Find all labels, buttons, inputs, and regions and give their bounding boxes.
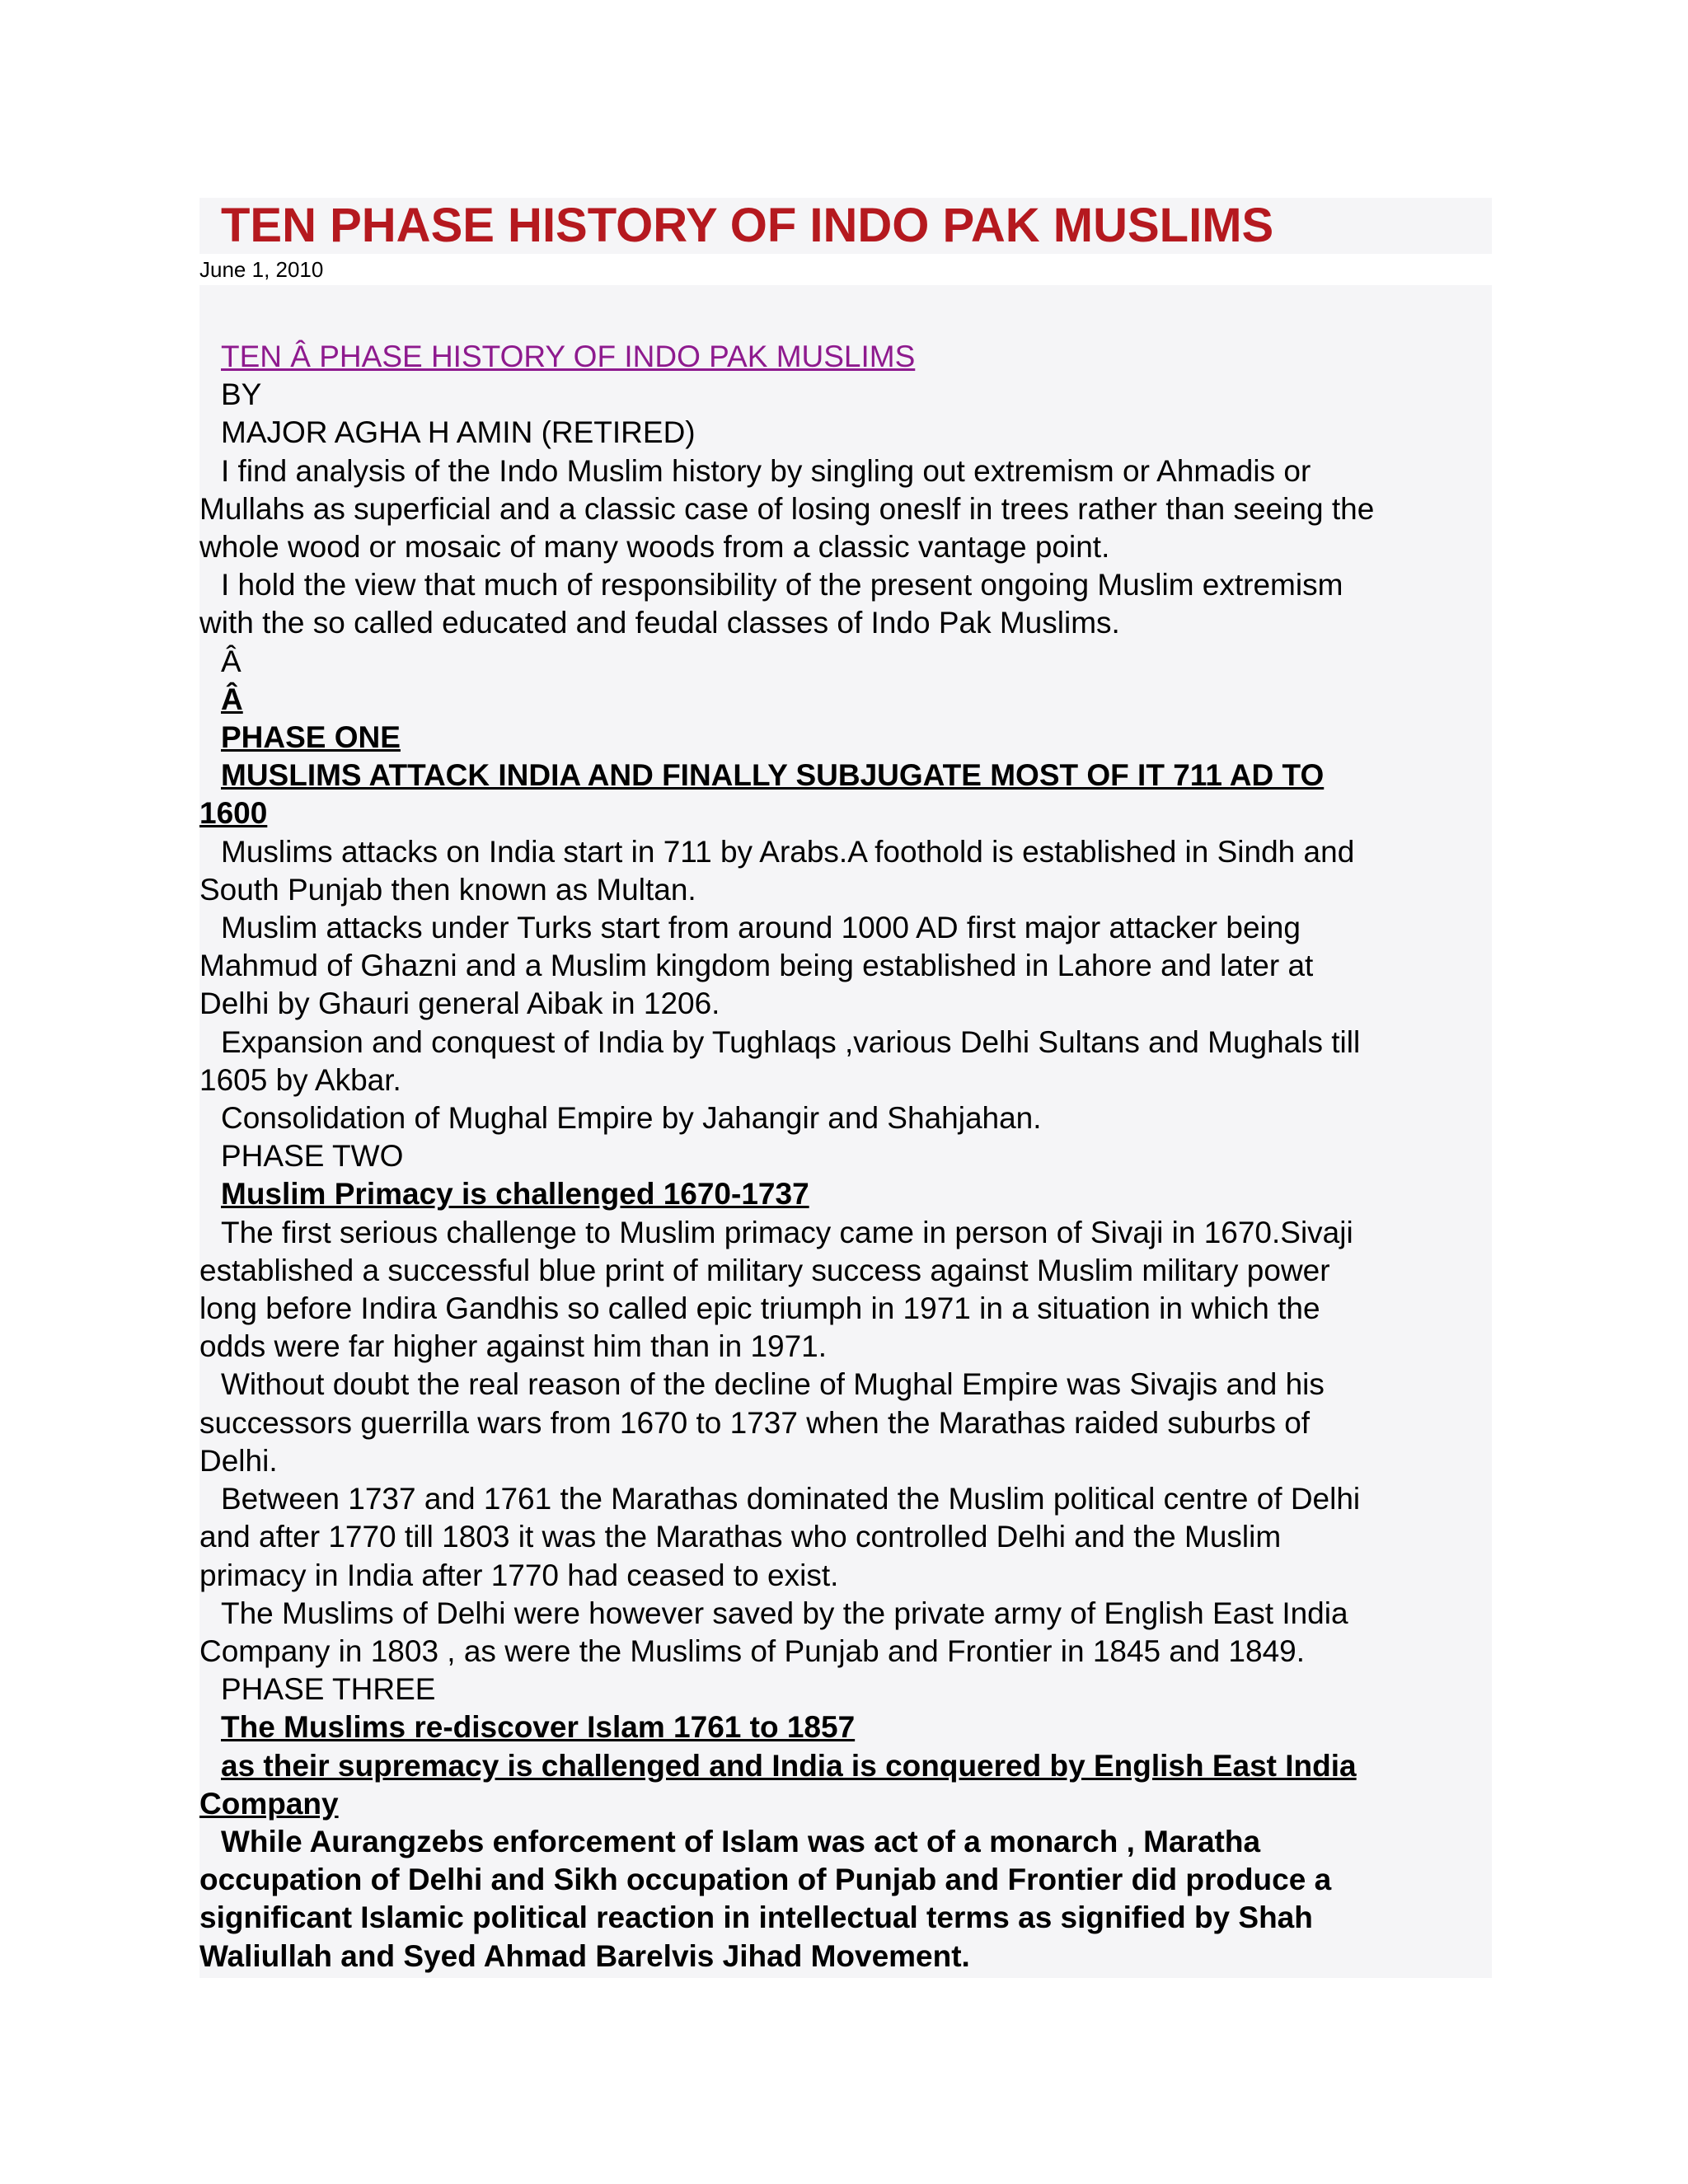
phase-two-p4-line: Company in 1803 , as were the Muslims of Punjab and Frontier in 1845 and 1849. [199, 1633, 1306, 1668]
phase-two-p1-line: odds were far higher against him than in 1971. [199, 1329, 828, 1364]
phase-one-label: PHASE ONE [221, 720, 401, 755]
phase-two-p1-line: long before Indira Gandhis so called epic triumph in 1971 in a situation in which the [199, 1291, 1320, 1326]
phase-three-subheading: as their supremacy is challenged and India is conquered by English East India [221, 1748, 1357, 1783]
phase-one-p2-line: Muslim attacks under Turks start from around 1000 AD first major attacker being [221, 911, 1301, 945]
phase-one-p2-line: Delhi by Ghauri general Aibak in 1206. [199, 987, 720, 1021]
phase-two-label: PHASE TWO [221, 1139, 404, 1174]
phase-one-p3-line: Expansion and conquest of India by Tughlaqs ,various Delhi Sultans and Mughals till [221, 1024, 1361, 1059]
publish-date: June 1, 2010 [199, 257, 324, 282]
phase-one-p1-line: Muslims attacks on India start in 711 by Arabs.A foothold is established in Sindh and [221, 834, 1355, 869]
phase-two-p3-line: and after 1770 till 1803 it was the Marathas who controlled Delhi and the Muslim [199, 1520, 1282, 1554]
spacer-glyph: Â [221, 644, 241, 678]
intro-p2-line: I hold the view that much of responsibility of the present ongoing Muslim extremism [221, 568, 1343, 602]
phase-one-p3-line: 1605 by Akbar. [199, 1062, 401, 1097]
intro-p2-line: with the so called educated and feudal classes of Indo Pak Muslims. [199, 606, 1120, 640]
article-title-link[interactable]: TEN Â PHASE HISTORY OF INDO PAK MUSLIMS [221, 340, 916, 373]
phase-two-p1-line: established a successful blue print of military success against Muslim military power [199, 1253, 1330, 1287]
phase-two-p2-line: Without doubt the real reason of the decline of Mughal Empire was Sivajis and his [221, 1367, 1325, 1402]
phase-three-p1-line: significant Islamic political reaction in intellectual terms as signified by Shah [199, 1900, 1313, 1935]
phase-two-p4-line: The Muslims of Delhi were however saved by the private army of English East India [221, 1596, 1348, 1630]
author-name: MAJOR AGHA H AMIN (RETIRED) [221, 415, 696, 450]
phase-one-p2-line: Mahmud of Ghazni and a Muslim kingdom being established in Lahore and later at [199, 949, 1314, 983]
phase-one-p1-line: South Punjab then known as Multan. [199, 872, 696, 907]
spacer-glyph-bold: Â [221, 682, 243, 716]
phase-three-p1-line: Waliullah and Syed Ahmad Barelvis Jihad Movement. [199, 1938, 970, 1973]
phase-one-p4-line: Consolidation of Mughal Empire by Jahangir and Shahjahan. [221, 1101, 1042, 1136]
phase-two-p1-line: The first serious challenge to Muslim primacy came in person of Sivaji in 1670.Sivaji [221, 1215, 1353, 1249]
phase-three-p1-line: occupation of Delhi and Sikh occupation of Punjab and Frontier did produce a [199, 1863, 1332, 1897]
phase-two-p3-line: primacy in India after 1770 had ceased to exist. [199, 1558, 839, 1592]
phase-one-heading: MUSLIMS ATTACK INDIA AND FINALLY SUBJUGATE MOST OF IT 711 AD TO [221, 758, 1325, 793]
phase-three-heading: The Muslims re-discover Islam 1761 to 1857 [221, 1710, 856, 1745]
byline-label: BY [221, 377, 262, 412]
phase-three-p1-line: While Aurangzebs enforcement of Islam was act of a monarch , Maratha [221, 1824, 1261, 1858]
intro-p1-line: Mullahs as superficial and a classic case of losing oneslf in trees rather than seeing the [199, 491, 1375, 526]
intro-p1-line: whole wood or mosaic of many woods from a classic vantage point. [199, 530, 1110, 565]
phase-three-label: PHASE THREE [221, 1672, 436, 1707]
phase-two-heading: Muslim Primacy is challenged 1670-1737 [221, 1177, 809, 1212]
page-title: TEN PHASE HISTORY OF INDO PAK MUSLIMS [221, 199, 1274, 252]
phase-one-heading: 1600 [199, 796, 268, 831]
phase-two-p2-line: successors guerrilla wars from 1670 to 1737 when the Marathas raided suburbs of [199, 1405, 1311, 1440]
intro-p1-line: I find analysis of the Indo Muslim history by singling out extremism or Ahmadis or [221, 453, 1311, 488]
article-body [199, 285, 1492, 1978]
phase-three-subheading: Company [199, 1786, 339, 1821]
phase-two-p3-line: Between 1737 and 1761 the Marathas dominated the Muslim political centre of Delhi [221, 1482, 1361, 1516]
phase-two-p2-line: Delhi. [199, 1443, 278, 1478]
